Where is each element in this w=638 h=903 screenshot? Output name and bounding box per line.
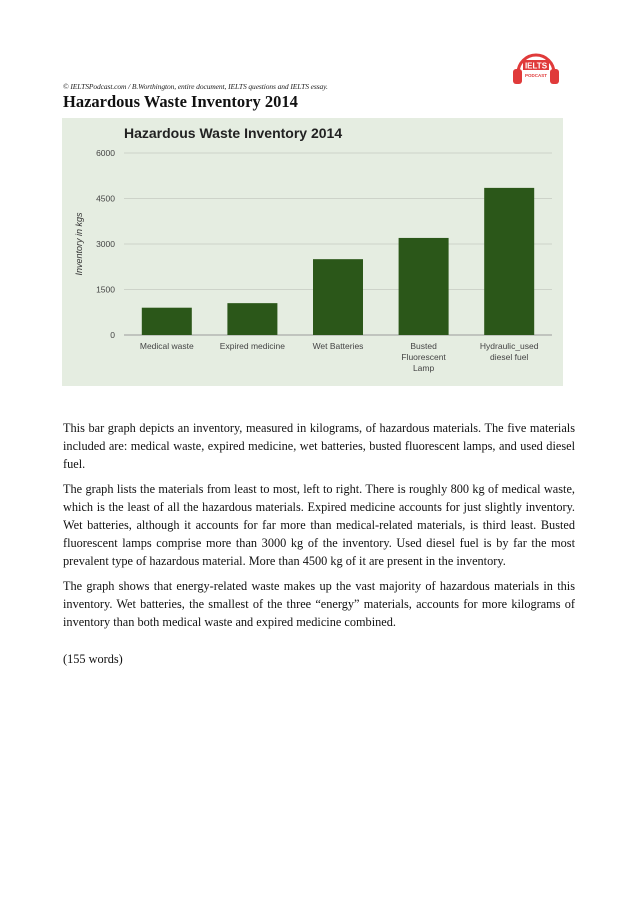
x-tick-label: Hydraulic_used — [479, 341, 539, 351]
paragraph-1: This bar graph depicts an inventory, measured in kilograms, of hazardous materials. The five materials included are: medical waste, expired medicine, wet batteries, busted fluorescent lamps, and used diesel fuel. — [63, 421, 575, 472]
paragraph-3: The graph shows that energy-related waste makes up the vast majority of hazardous materials in this inventory. Wet batteries, the smallest of the three “energy” materials, accounts for more kilograms of inventory than both medical waste and expired medicine combined. — [63, 578, 575, 630]
bar — [484, 188, 534, 335]
x-tick-label: Lamp — [412, 363, 435, 373]
y-tick-label: 3000 — [96, 239, 115, 249]
document-title: Hazardous Waste Inventory 2014 — [63, 92, 298, 111]
x-tick-label: Expired medicine — [219, 341, 286, 351]
y-tick-label: 6000 — [96, 148, 115, 158]
bar — [142, 308, 192, 335]
word-count: (155 words) — [63, 652, 123, 666]
bar-chart — [62, 118, 563, 386]
x-tick-label: Wet Batteries — [312, 341, 364, 351]
logo-bottom-text: PODCAST — [524, 73, 548, 78]
ielts-podcast-logo — [508, 45, 564, 91]
paragraph-2: The graph lists the materials from least to most, left to right. There is roughly 800 kg of medical waste, which is the least of all the hazardous materials. Expired medicine accounts for just slightly inventory. Wet batteries, although it accounts for far more than medical-related materials, is third least. Busted fluorescent lamps comprise more than 3000 kg of the inventory. Used diesel fuel is by far the most prevalent type of hazardous material. More than 4500 kg of it are present in the inventory. — [63, 481, 575, 569]
bar — [313, 259, 363, 335]
chart-container — [62, 118, 563, 386]
y-tick-label: 1500 — [96, 284, 115, 295]
copyright-line: © IELTSPodcast.com / B.Worthington, entire document, IELTS questions and IELTS essay. — [63, 82, 328, 91]
bar — [227, 303, 277, 335]
bar — [399, 238, 449, 335]
y-axis-label: Inventory in kgs — [74, 212, 84, 276]
y-tick-label: 4500 — [96, 193, 115, 204]
chart-title: Hazardous Waste Inventory 2014 — [124, 125, 343, 141]
x-tick-label: Busted — [410, 341, 437, 351]
x-tick-label: Medical waste — [139, 341, 194, 351]
y-tick-label: 0 — [110, 330, 115, 340]
essay-body — [63, 419, 575, 637]
x-tick-label: diesel fuel — [490, 352, 529, 362]
x-tick-label: Fluorescent — [401, 352, 446, 362]
logo-top-text: IELTS — [524, 61, 548, 71]
